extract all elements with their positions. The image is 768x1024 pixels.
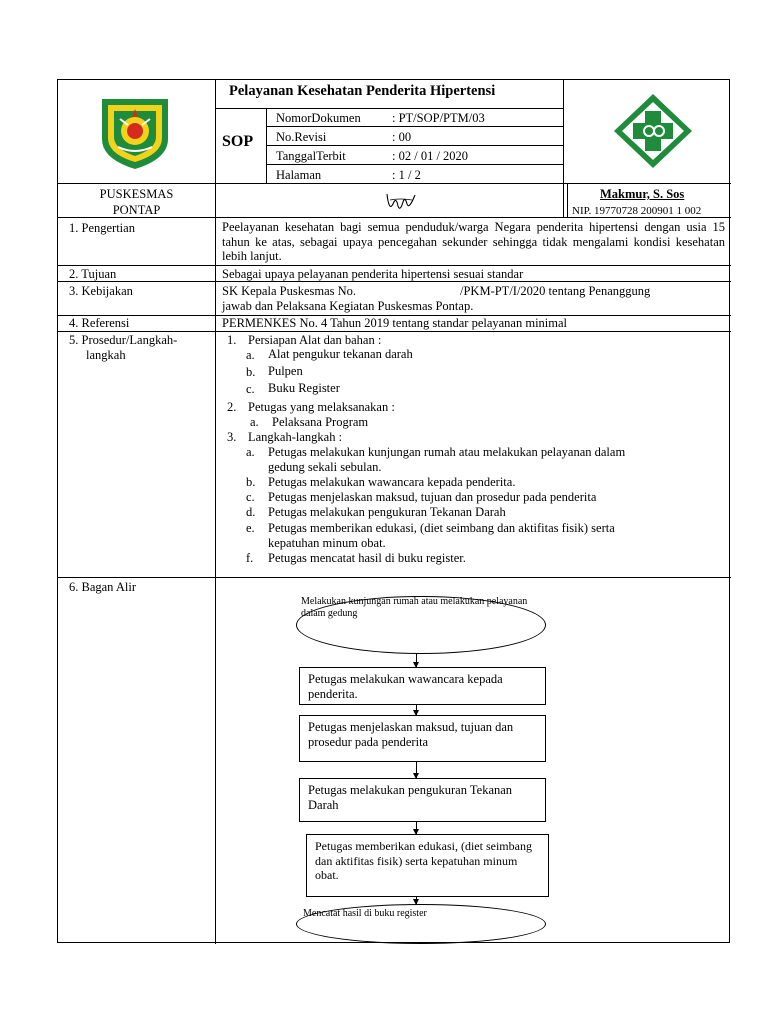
body-label-divider (215, 217, 216, 944)
prosedur-3b-mark: b. (246, 475, 256, 489)
flow-end-text: Mencatat hasil di buku register (303, 908, 427, 919)
meta-value-nomor-dokumen: : PT/SOP/PTM/03 (392, 111, 485, 125)
prosedur-group-1-num: 1. (227, 333, 237, 347)
meta-label-no-revisi: No.Revisi (276, 130, 327, 144)
prosedur-2a-text: Pelaksana Program (272, 415, 369, 429)
text-kebijakan-1a: SK Kepala Puskesmas No. (222, 284, 357, 298)
org-name-line-1: PUSKESMAS (99, 187, 174, 201)
document-title: Pelayanan Kesehatan Penderita Hipertensi (229, 83, 496, 99)
prosedur-3c-mark: c. (246, 490, 255, 504)
prosedur-3f-mark: f. (246, 551, 254, 565)
prosedur-1c-text: Buku Register (268, 381, 340, 395)
text-tujuan: Sebagai upaya pelayanan penderita hipertensi sesuai standar (222, 267, 524, 281)
label-kebijakan: 3. Kebijakan (69, 284, 133, 298)
org-name-line-2: PONTAP (112, 203, 161, 217)
text-pengertian: Peelayanan kesehatan bagi semua penduduk/warga Negara penderita hipertensi dengan usia 15 tahun ke atas, sebagai upaya pencegahan sekunder sehingga tidak mengalami kondisi kesehatan lebih lanjut. (222, 220, 725, 263)
prosedur-3a-cont: gedung sekali sebulan. (268, 460, 382, 474)
sop-label: SOP (222, 133, 254, 150)
flow-step-2: Petugas menjelaskan maksud, tujuan dan prosedur pada penderita (299, 715, 546, 762)
prosedur-3e-text: Petugas memberikan edukasi, (diet seimbang dan aktifitas fisik) serta (268, 521, 615, 535)
flow-arrow-1 (416, 654, 417, 667)
flow-arrow-5 (416, 897, 417, 904)
prosedur-group-2-title: Petugas yang melaksanakan : (248, 400, 395, 414)
row-line-pengertian (58, 265, 731, 266)
flow-start-text: Melakukan kunjungan rumah atau melakukan pelayanan dalam gedung (301, 596, 528, 619)
prosedur-3e-cont: kepatuhan minum obat. (268, 536, 386, 550)
regional-seal-logo (98, 95, 172, 171)
prosedur-group-3-title: Langkah-langkah : (248, 430, 343, 444)
signer-name: Makmur, S. Sos (600, 187, 685, 201)
signature-divider-right (567, 183, 568, 217)
prosedur-1a-text: Alat pengukur tekanan darah (268, 347, 413, 361)
flow-arrow-2 (416, 705, 417, 715)
label-tujuan: 2. Tujuan (69, 267, 117, 281)
flow-arrow-3 (416, 762, 417, 778)
row-line-prosedur (58, 577, 731, 578)
meta-value-halaman: : 1 / 2 (392, 168, 421, 182)
prosedur-group-2-num: 2. (227, 400, 237, 414)
prosedur-1a-mark: a. (246, 348, 255, 362)
signer-nip: NIP. 19770728 200901 1 002 (572, 205, 702, 217)
prosedur-3d-text: Petugas melakukan pengukuran Tekanan Darah (268, 505, 506, 519)
label-pengertian: 1. Pengertian (69, 221, 135, 235)
meta-label-nomor-dokumen: NomorDokumen (276, 111, 361, 125)
text-kebijakan-1b: /PKM-PT/I/2020 tentang Penanggung (460, 284, 651, 298)
row-line-referensi (58, 331, 731, 332)
prosedur-1b-text: Pulpen (268, 364, 303, 378)
flow-step-3: Petugas melakukan pengukuran Tekanan Darah (299, 778, 546, 822)
meta-value-tanggal-terbit: : 02 / 01 / 2020 (392, 149, 469, 163)
prosedur-1b-mark: b. (246, 365, 256, 379)
prosedur-1c-mark: c. (246, 382, 255, 396)
prosedur-3c-text: Petugas menjelaskan maksud, tujuan dan prosedur pada penderita (268, 490, 597, 504)
prosedur-3a-mark: a. (246, 445, 255, 459)
signature (384, 186, 418, 216)
puskesmas-logo (611, 91, 695, 171)
prosedur-3d-mark: d. (246, 505, 256, 519)
flow-step-1: Petugas melakukan wawancara kepada penderita. (299, 667, 546, 705)
flow-step-4: Petugas memberikan edukasi, (diet seimbang dan aktifitas fisik) serta kepatuhan minum obat. (306, 834, 549, 897)
header-divider-right (563, 80, 564, 217)
prosedur-3e-mark: e. (246, 521, 255, 535)
prosedur-2a-mark: a. (250, 415, 259, 429)
prosedur-3b-text: Petugas melakukan wawancara kepada penderita. (268, 475, 516, 489)
header-bottom-line (58, 183, 731, 184)
meta-row-line-2 (266, 145, 563, 146)
text-referensi: PERMENKES No. 4 Tahun 2019 tentang standar pelayanan minimal (222, 316, 568, 330)
text-kebijakan-2: jawab dan Pelaksana Kegiatan Puskesmas Pontap. (222, 299, 474, 313)
flow-arrow-4 (416, 822, 417, 834)
meta-value-no-revisi: : 00 (392, 130, 412, 144)
prosedur-group-3-num: 3. (227, 430, 237, 444)
title-underline (215, 108, 563, 109)
sop-document (57, 79, 730, 943)
meta-row-line-1 (266, 126, 563, 127)
prosedur-3f-text: Petugas mencatat hasil di buku register. (268, 551, 466, 565)
label-bagan-alir: 6. Bagan Alir (69, 580, 137, 594)
meta-row-line-3 (266, 164, 563, 165)
label-prosedur-1: 5. Prosedur/Langkah- (69, 333, 178, 347)
label-prosedur-2: langkah (86, 348, 126, 362)
meta-label-tanggal-terbit: TanggalTerbit (276, 149, 346, 163)
label-referensi: 4. Referensi (69, 316, 130, 330)
prosedur-group-1-title: Persiapan Alat dan bahan : (248, 333, 382, 347)
prosedur-3a-text: Petugas melakukan kunjungan rumah atau melakukan pelayanan dalam (268, 445, 626, 459)
row-line-tujuan (58, 281, 731, 282)
meta-label-halaman: Halaman (276, 168, 322, 182)
